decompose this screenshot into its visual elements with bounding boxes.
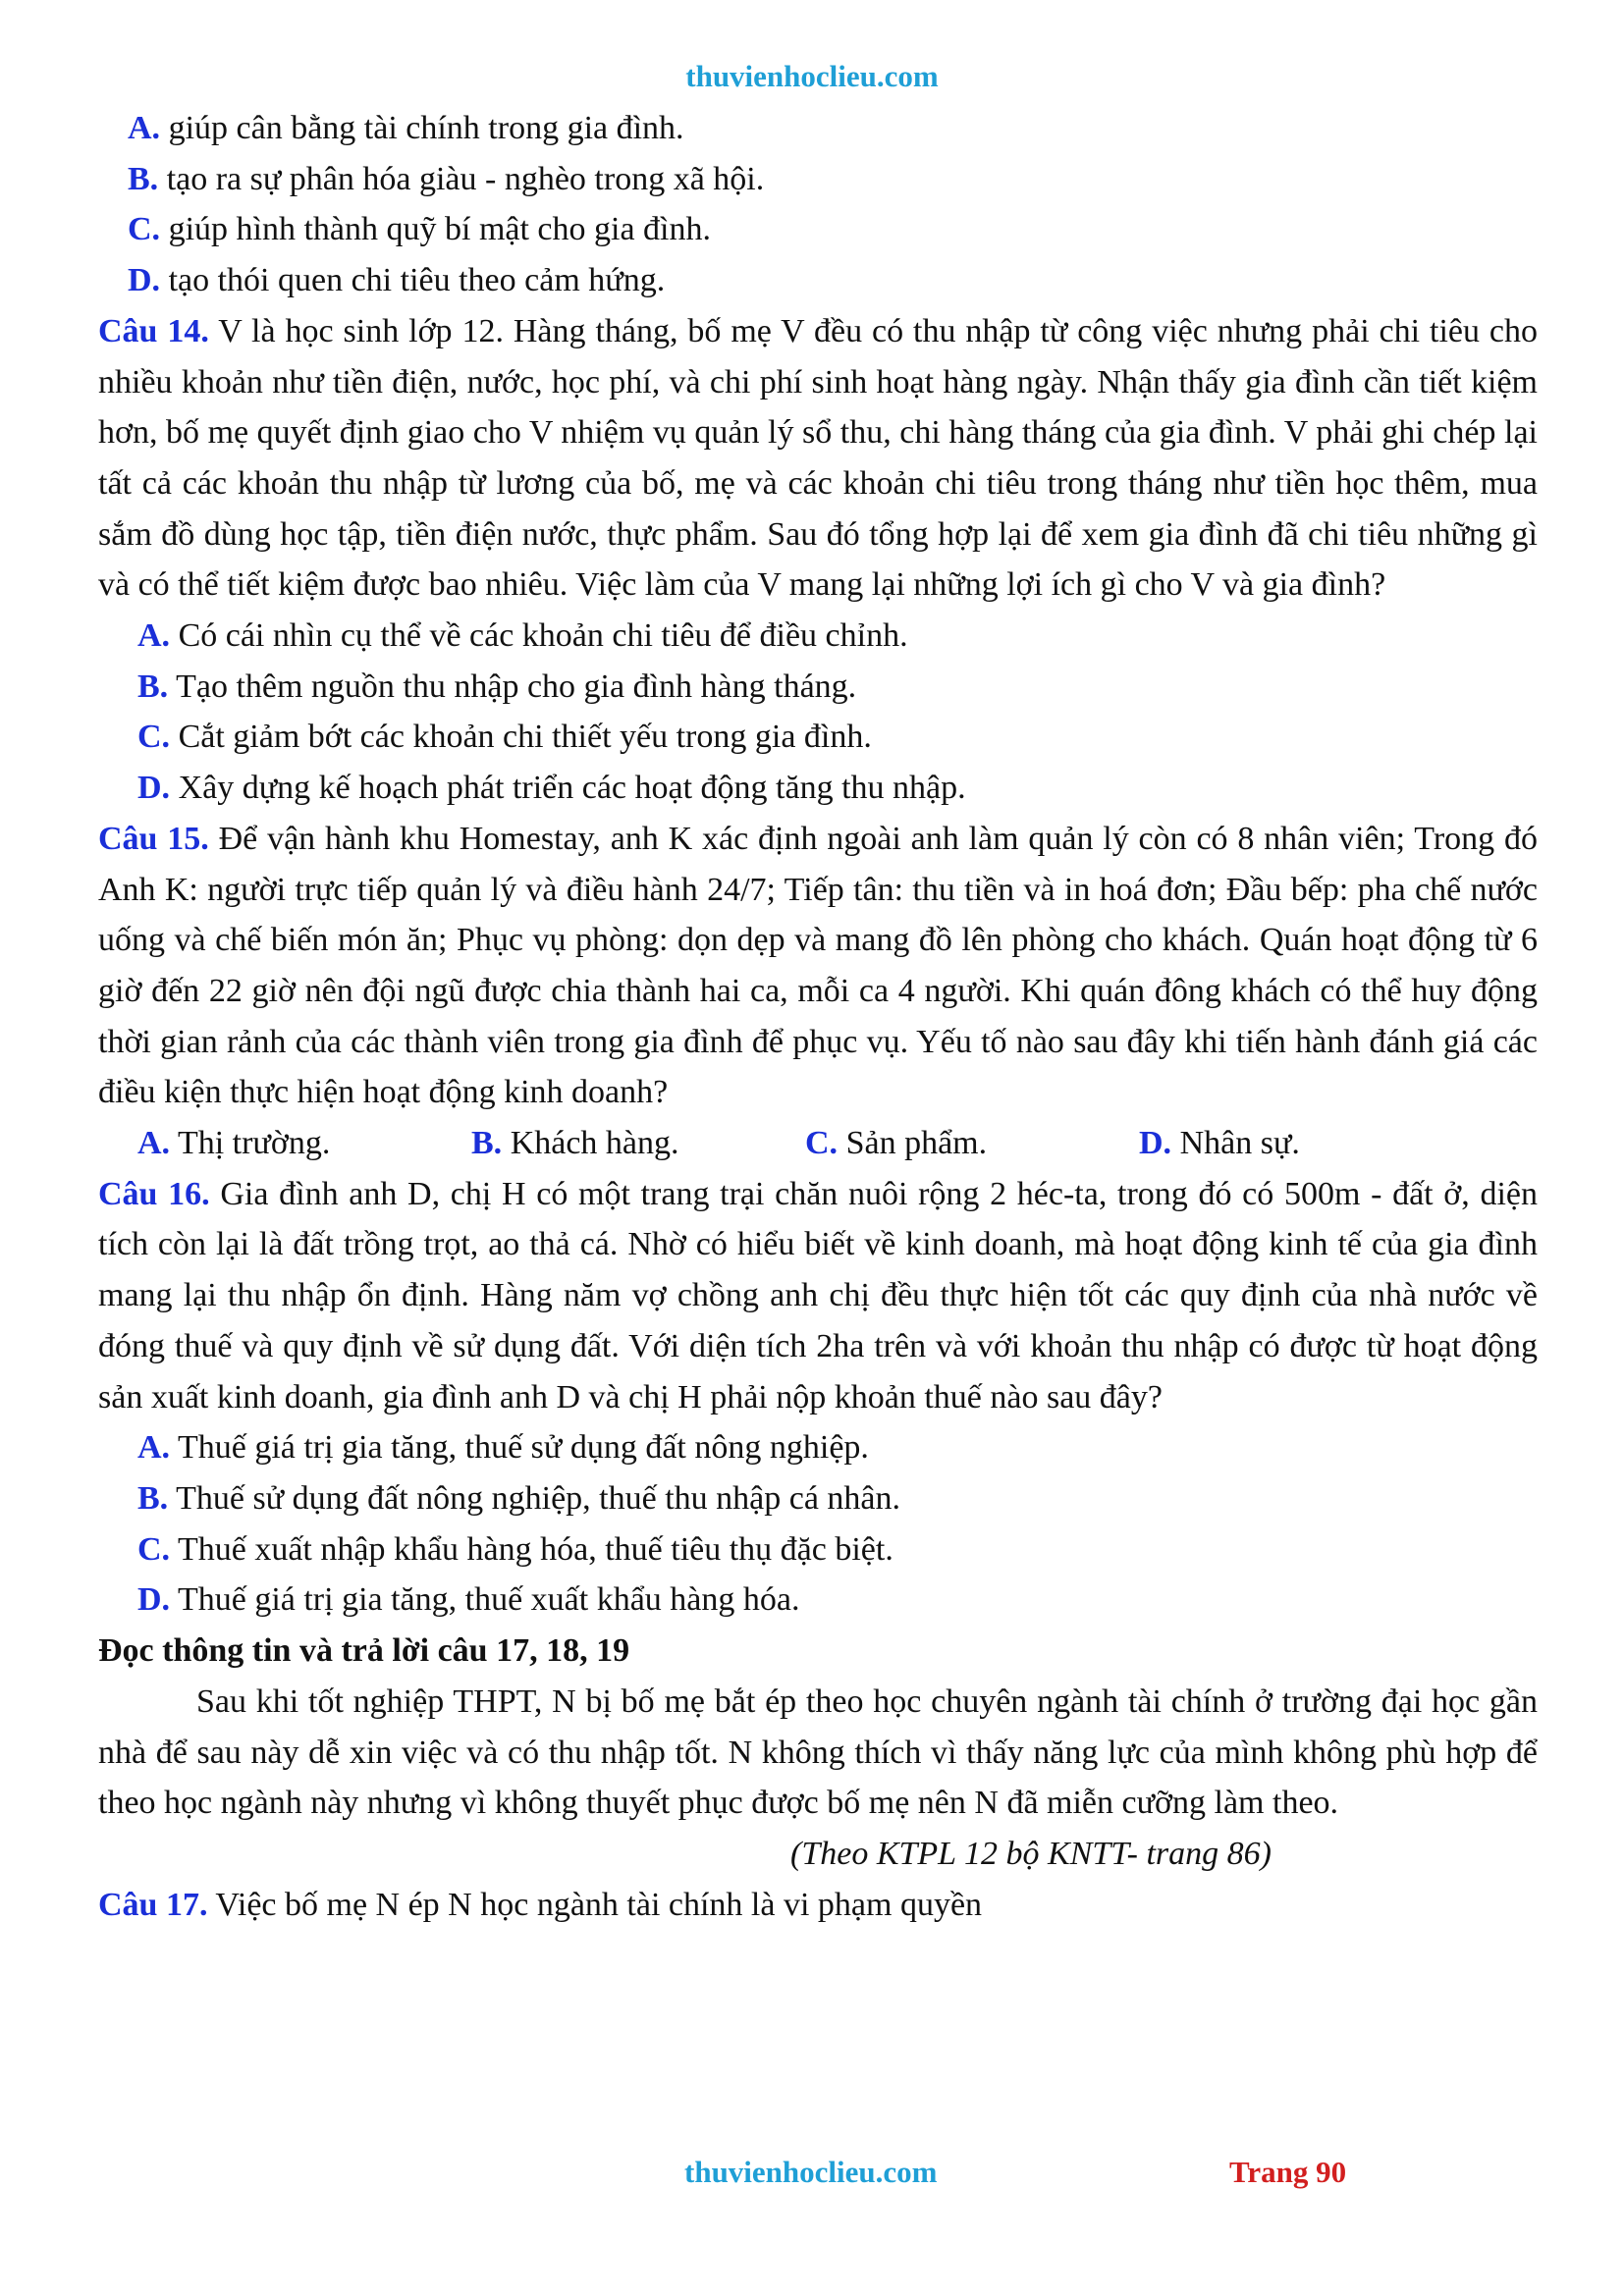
question-text: V là học sinh lớp 12. Hàng tháng, bố mẹ V đều có thu nhập từ công việc nhưng phải chi tiêu cho nhiều khoản như tiền điện, nước, học phí, và chi phí sinh hoạt hàng ngày. Nhận thấy gia đình cần tiết kiệm hơn, bố mẹ quyết định giao cho V nhiệm vụ quản lý sổ thu, chi hàng tháng của gia đình. V phải ghi chép lại tất cả các khoản thu nhập từ lương của bố, mẹ và các khoản chi tiêu trong tháng như tiền học thêm, mua sắm đồ dùng học tập, tiền điện nước, thực phẩm. Sau đó tổng hợp lại để xem gia đình đã chi tiêu những gì và có thể tiết kiệm được bao nhiêu. Việc làm của V mang lại những lợi ích gì cho V và gia đình? [98, 312, 1539, 604]
option-label: B. [137, 667, 169, 705]
question-14 [98, 306, 1538, 814]
option-b [98, 662, 1538, 713]
option-label: A. [137, 1429, 171, 1467]
option-label: C. [805, 1125, 839, 1162]
option-b [98, 1473, 1538, 1524]
header-site-link[interactable]: thuvienhoclieu.com [685, 59, 939, 93]
option-text: giúp cân bằng tài chính trong gia đình. [168, 110, 684, 146]
reading-passage [98, 1626, 1538, 1880]
option-text: Xây dựng kế hoạch phát triển các hoạt động tăng thu nhập. [178, 770, 966, 807]
option-b [98, 154, 1538, 205]
option-text: Tạo thêm nguồn thu nhập cho gia đình hàng tháng. [176, 667, 857, 705]
option-c [805, 1118, 1139, 1169]
question-text: Gia đình anh D, chị H có một trang trại chăn nuôi rộng 2 héc-ta, trong đó có 500m - đất ở, diện tích còn lại là đất trồng trọt, ao thả cá. Nhờ có hiểu biết về kinh doanh, mà hoạt động kinh tế của gia đình mang lại thu nhập ổn định. Hàng năm vợ chồng anh chị đều thực hiện tốt các quy định của nhà nước về đóng thuế và quy định về sử dụng đất. Với diện tích 2ha trên và với khoản thu nhập có được từ hoạt động sản xuất kinh doanh, gia đình anh D và chị H phải nộp khoản thuế nào sau đây? [98, 1175, 1539, 1415]
option-text: Khách hàng. [510, 1125, 679, 1162]
option-label: B. [128, 160, 159, 197]
option-label: C. [137, 719, 171, 756]
question-15 [98, 814, 1538, 1169]
option-label: C. [137, 1530, 171, 1568]
option-d [1139, 1118, 1300, 1169]
option-label: A. [128, 110, 161, 146]
page-footer [0, 2155, 1624, 2194]
question-label: Câu 16. [98, 1175, 210, 1212]
option-text: tạo thói quen chi tiêu theo cảm hứng. [168, 262, 666, 299]
option-text: Cắt giảm bớt các khoản chi thiết yếu trong gia đình. [178, 719, 872, 756]
question-stem [98, 1880, 1538, 1931]
page-number: Trang 90 [1229, 2155, 1347, 2189]
question-label: Câu 17. [98, 1886, 208, 1923]
footer-site-link[interactable]: thuvienhoclieu.com [684, 2155, 938, 2189]
question-label: Câu 15. [98, 820, 209, 857]
question-stem [98, 1169, 1538, 1423]
question-17 [98, 1880, 1538, 1931]
option-a [137, 1118, 471, 1169]
question-text: Để vận hành khu Homestay, anh K xác định ngoài anh làm quản lý còn có 8 nhân viên; Trong đó Anh K: người trực tiếp quản lý và điều hành 24/7; Tiếp tân: thu tiền và in hoá đơn; Đầu bếp: pha chế nước uống và chế biến món ăn; Phục vụ phòng: dọn dẹp và mang đồ lên phòng cho khách. Quán hoạt động từ 6 giờ đến 22 giờ nên đội ngũ được chia thành hai ca, mỗi ca 4 người. Khi quán đông khách có thể huy động thời gian rảnh của các thành viên trong gia đình để phục vụ. Yếu tố nào sau đây khi tiến hành đánh giá các điều kiện thực hiện hoạt động kinh doanh? [98, 820, 1539, 1111]
prev-question-options [98, 103, 1538, 306]
option-b [471, 1118, 805, 1169]
option-c [98, 712, 1538, 763]
question-stem [98, 306, 1538, 611]
option-label: C. [128, 211, 161, 248]
option-label: D. [128, 262, 161, 299]
option-c [98, 204, 1538, 255]
option-label: A. [137, 1125, 171, 1162]
option-a [98, 1422, 1538, 1473]
page-header [0, 57, 1624, 96]
option-label: D. [137, 1581, 171, 1619]
option-d [98, 763, 1538, 814]
option-text: Thị trường. [177, 1125, 331, 1162]
option-text: Sản phẩm. [845, 1125, 988, 1162]
option-text: Có cái nhìn cụ thể về các khoản chi tiêu để điều chỉnh. [178, 617, 908, 655]
question-text: Việc bố mẹ N ép N học ngành tài chính là vi phạm quyền [215, 1886, 983, 1923]
option-a [98, 103, 1538, 154]
option-label: D. [1139, 1125, 1172, 1162]
option-label: A. [137, 617, 171, 655]
option-d [98, 1575, 1538, 1626]
option-a [98, 611, 1538, 662]
option-c [98, 1524, 1538, 1575]
option-label: B. [137, 1479, 169, 1517]
question-stem [98, 814, 1538, 1118]
option-label: D. [137, 770, 171, 807]
option-text: giúp hình thành quỹ bí mật cho gia đình. [168, 211, 711, 248]
options-row [98, 1118, 1538, 1169]
reading-heading: Đọc thông tin và trả lời câu 17, 18, 19 [98, 1632, 630, 1670]
question-16 [98, 1169, 1538, 1626]
option-text: tạo ra sự phân hóa giàu - nghèo trong xã hội. [166, 160, 765, 197]
document-body [98, 103, 1538, 1930]
option-d [98, 255, 1538, 306]
option-label: B. [471, 1125, 503, 1162]
reading-source: (Theo KTPL 12 bộ KNTT- trang 86) [790, 1835, 1272, 1872]
option-text: Thuế sử dụng đất nông nghiệp, thuế thu nhập cá nhân. [176, 1479, 901, 1517]
option-text: Thuế giá trị gia tăng, thuế sử dụng đất nông nghiệp. [177, 1429, 869, 1467]
option-text: Nhân sự. [1179, 1125, 1300, 1162]
question-label: Câu 14. [98, 312, 209, 349]
option-text: Thuế xuất nhập khẩu hàng hóa, thuế tiêu thụ đặc biệt. [177, 1530, 893, 1568]
reading-text: Sau khi tốt nghiệp THPT, N bị bố mẹ bắt ép theo học chuyên ngành tài chính ở trường đại học gần nhà để sau này dễ xin việc và có thu nhập tốt. N không thích vì thấy năng lực của mình không phù hợp để theo học ngành này nhưng vì không thuyết phục được bố mẹ nên N đã miễn cưỡng làm theo. [98, 1682, 1538, 1822]
option-text: Thuế giá trị gia tăng, thuế xuất khẩu hàng hóa. [177, 1581, 800, 1619]
